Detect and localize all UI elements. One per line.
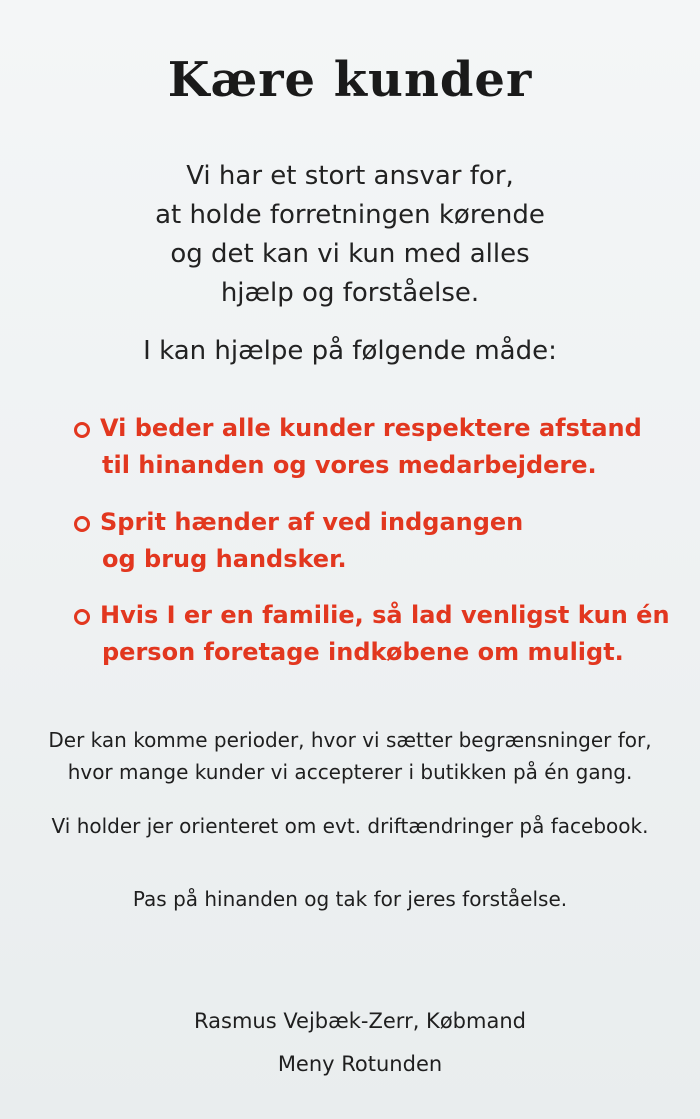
help-heading: I kan hjælpe på følgende måde: (143, 336, 557, 366)
bullet-text-line: og brug handsker. (102, 545, 347, 573)
intro-line: Vi har et stort ansvar for, (186, 161, 514, 191)
intro-paragraph (0, 157, 700, 313)
signature-block (0, 1000, 700, 1086)
facebook-note-text: Vi holder jer orienteret om evt. driftændringer på facebook. (51, 814, 649, 838)
intro-line: hjælp og forståelse. (220, 278, 480, 308)
facebook-note (0, 810, 700, 842)
intro-line: at holde forretningen kørende (155, 200, 545, 230)
bullet-text-line: til hinanden og vores medarbejdere. (102, 451, 597, 479)
circle-bullet-icon (74, 422, 90, 438)
circle-bullet-icon (74, 516, 90, 532)
circle-bullet-icon (74, 609, 90, 625)
bullet-text-line: person foretage indkøbene om muligt. (102, 638, 624, 666)
closing-text (0, 883, 700, 915)
closing-line: Pas på hinanden og tak for jeres forståelse. (132, 887, 568, 911)
bullet-text-line: Sprit hænder af ved indgangen (100, 508, 524, 536)
page-title: Kære kunder (167, 52, 533, 108)
signature-name: Rasmus Vejbæk-Zerr, Købmand (194, 1009, 526, 1033)
notice-line: hvor mange kunder vi accepterer i butikken på én gang. (67, 760, 633, 784)
capacity-notice (0, 724, 700, 788)
store-name: Meny Rotunden (277, 1052, 443, 1076)
notice-line: Der kan komme perioder, hvor vi sætter begrænsninger for, (48, 728, 652, 752)
bullet-text-line: Hvis I er en familie, så lad venligst kun én (100, 601, 670, 629)
bullet-text-line: Vi beder alle kunder respektere afstand (100, 414, 642, 442)
intro-line: og det kan vi kun med alles (170, 239, 530, 269)
